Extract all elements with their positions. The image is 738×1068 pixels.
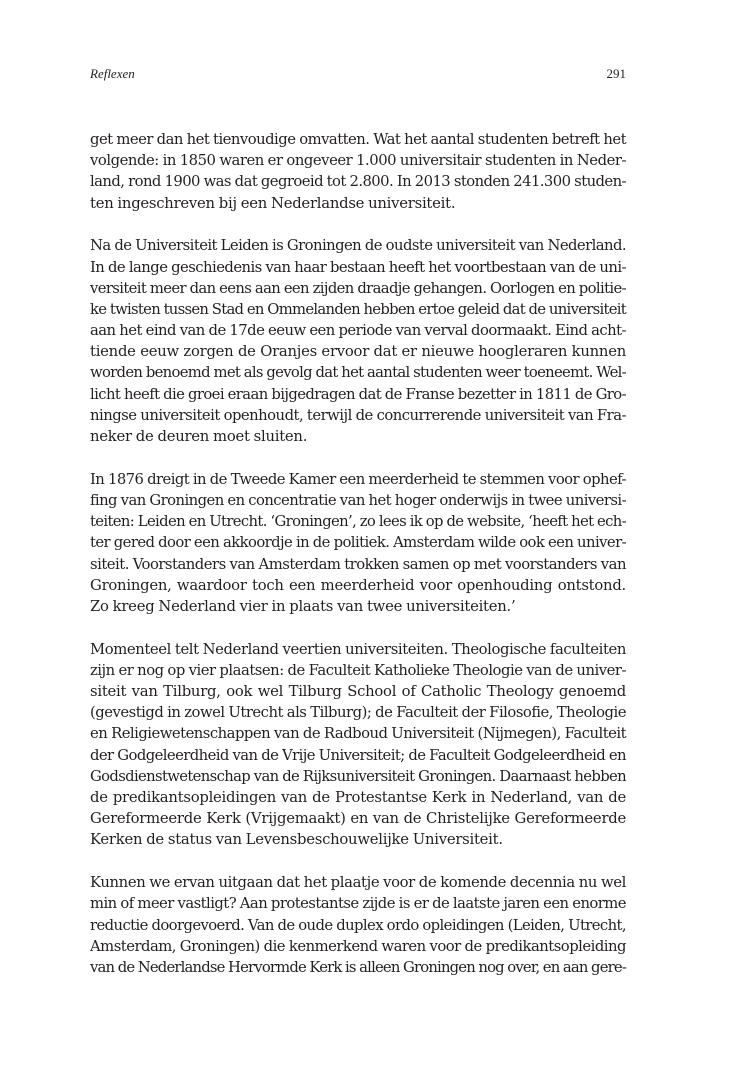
text-line: Na de Universiteit Leiden is Groningen de oudste universiteit van Nederland. (90, 237, 626, 255)
text-line: Zo kreeg Nederland vier in plaats van twee universiteiten.’ (90, 597, 516, 615)
text-line: ten ingeschreven bij een Nederlandse universiteit. (90, 194, 456, 212)
text-line: zijn er nog op vier plaatsen: de Faculteit Katholieke Theologie van de univer- (90, 661, 626, 679)
paragraph-3 (90, 469, 626, 617)
text-line: Gereformeerde Kerk (Vrijgemaakt) en van de Christelijke Gereformeerde (90, 810, 626, 828)
text-line: der Godgeleerdheid van de Vrije Universiteit; de Faculteit Godgeleerdheid en (90, 746, 626, 764)
text-line: volgende: in 1850 waren er ongeveer 1.000 universitair studenten in Neder- (90, 152, 626, 170)
paragraph-4 (90, 639, 626, 851)
paragraph-2 (90, 235, 626, 447)
text-line: land, rond 1900 was dat gegroeid tot 2.800. In 2013 stonden 241.300 studen- (90, 173, 626, 191)
text-line: reductie doorgevoerd. Van de oude duplex ordo opleidingen (Leiden, Utrecht, (90, 916, 626, 934)
text-line: (gevestigd in zowel Utrecht als Tilburg); de Faculteit der Filosofie, Theologie (90, 704, 626, 722)
body-text (90, 129, 626, 1000)
text-line: ter gered door een akkoordje in de politiek. Amsterdam wilde ook een univer- (90, 534, 626, 552)
text-line: ningse universiteit openhoudt, terwijl de concurrerende universiteit van Fra- (90, 406, 626, 424)
text-line: ke twisten tussen Stad en Ommelanden hebben ertoe geleid dat de universiteit (90, 300, 626, 318)
paragraph-1 (90, 129, 626, 214)
text-line: van de Nederlandse Hervormde Kerk is alleen Groningen nog over, en aan gere- (90, 958, 626, 976)
text-line: min of meer vastligt? Aan protestantse zijde is er de laatste jaren een enorme (90, 895, 626, 913)
text-line: siteit. Voorstanders van Amsterdam trokken samen op met voorstanders van (90, 555, 626, 573)
running-header (90, 64, 626, 84)
text-line: Groningen, waardoor toch een meerderheid voor openhouding ontstond. (90, 576, 626, 594)
text-line: worden benoemd met als gevolg dat het aantal studenten weer toeneemt. Wel- (90, 364, 626, 382)
text-line: Kerken de status van Levensbeschouwelijke Universiteit. (90, 831, 503, 849)
text-line: In 1876 dreigt in de Tweede Kamer een meerderheid te stemmen voor ophef- (90, 470, 626, 488)
text-line: Amsterdam, Groningen) die kenmerkend waren voor de predikantsopleiding (90, 937, 626, 955)
text-line: teiten: Leiden en Utrecht. ‘Groningen’, zo lees ik op de website, ‘heeft het ech- (90, 513, 626, 531)
paragraph-5 (90, 872, 626, 978)
text-line: Momenteel telt Nederland veertien universiteiten. Theologische faculteiten (90, 640, 626, 658)
text-line: fing van Groningen en concentratie van het hoger onderwijs in twee universi- (90, 492, 626, 509)
text-line: versiteit meer dan eens aan een zijden draadje gehangen. Oorlogen en politie- (90, 279, 626, 297)
text-line: siteit van Tilburg, ook wel Tilburg School of Catholic Theology genoemd (90, 683, 626, 701)
text-line: In de lange geschiedenis van haar bestaan heeft het voortbestaan van de uni- (90, 258, 626, 276)
text-line: de predikantsopleidingen van de Protestantse Kerk in Nederland, van de (90, 789, 626, 807)
text-line: tiende eeuw zorgen de Oranjes ervoor dat er nieuwe hoogleraren kunnen (90, 343, 626, 361)
text-line: licht heeft die groei eraan bijgedragen dat de Franse bezetter in 1811 de Gro- (90, 385, 626, 403)
text-line: en Religiewetenschappen van de Radboud Universiteit (Nijmegen), Faculteit (90, 725, 626, 743)
text-line: get meer dan het tienvoudige omvatten. Wat het aantal studenten betreft het (90, 131, 626, 148)
page-number: 291 (606, 66, 626, 81)
text-line: Godsdienstwetenschap van de Rijksuniversiteit Groningen. Daarnaast hebben (90, 767, 626, 785)
text-line: Kunnen we ervan uitgaan dat het plaatje voor de komende decennia nu wel (90, 874, 626, 892)
text-line: aan het eind van de 17de eeuw een periode van verval doormaakt. Eind acht- (90, 322, 626, 340)
running-title: Reflexen (90, 66, 135, 81)
text-line: neker de deuren moet sluiten. (90, 428, 308, 446)
